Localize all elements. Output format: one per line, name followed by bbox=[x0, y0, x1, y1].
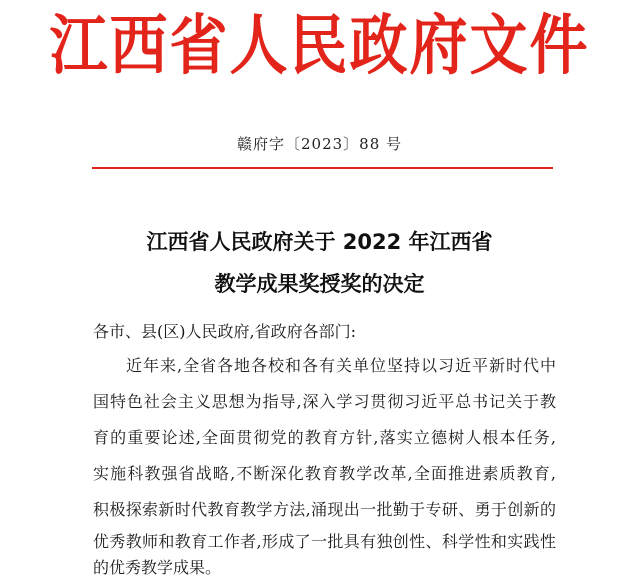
document-number: 赣府字〔2023〕88 号 bbox=[236, 135, 403, 153]
paragraph-line: 优秀教师和教育工作者,形成了一批具有独创性、科学性和实践性 bbox=[93, 532, 556, 551]
paragraph-line: 实施科教强省战略,不断深化教育教学改革,全面推进素质教育, bbox=[93, 464, 556, 483]
paragraph-line: 育的重要论述,全面贯彻党的教育方针,落实立德树人根本任务, bbox=[93, 428, 556, 447]
paragraph-line: 的优秀教学成果。 bbox=[93, 558, 222, 577]
paragraph-line: 积极探索新时代教育教学方法,涌现出一批勤于专研、勇于创新的 bbox=[93, 500, 556, 519]
decision-title-line-1: 江西省人民政府关于 2022 年江西省 bbox=[146, 230, 493, 254]
issuing-authority-header: 江西省人民政府文件 bbox=[49, 7, 590, 84]
red-divider-line bbox=[92, 167, 553, 169]
paragraph-line: 近年来,全省各地各校和各有关单位坚持以习近平新时代中 bbox=[126, 356, 556, 375]
salutation: 各市、县(区)人民政府,省政府各部门: bbox=[93, 322, 356, 341]
decision-title-line-2: 教学成果奖授奖的决定 bbox=[214, 272, 425, 296]
paragraph-line: 国特色社会主义思想为指导,深入学习贯彻习近平总书记关于教 bbox=[93, 392, 556, 411]
